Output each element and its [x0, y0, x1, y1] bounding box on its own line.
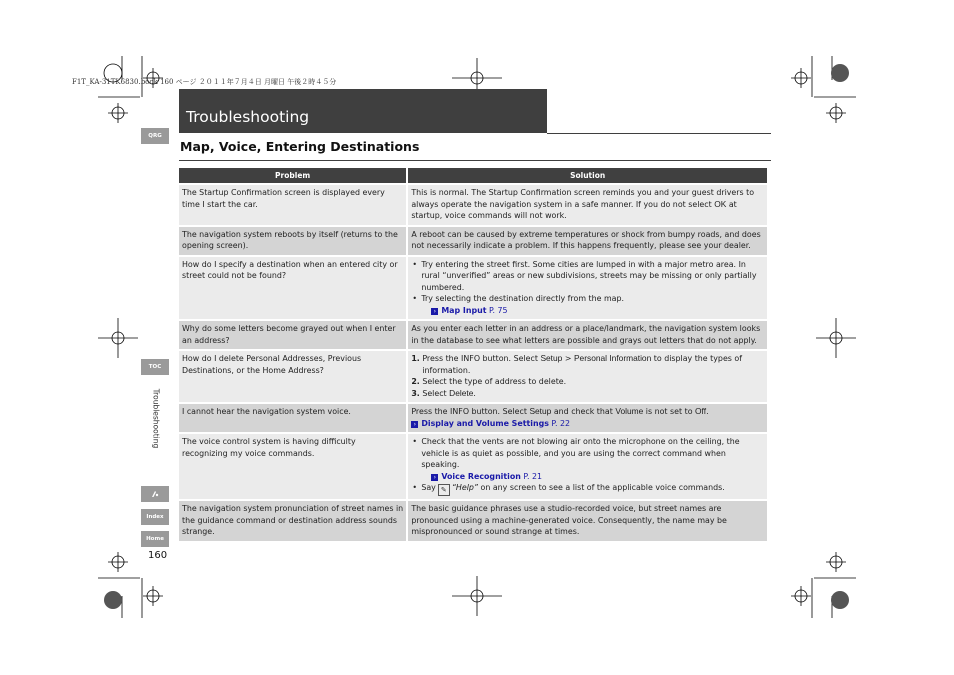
solution-text: Press the INFO button. Select: [411, 407, 530, 416]
section-side-label: [147, 386, 161, 456]
solution-text: is not set to: [643, 407, 696, 416]
section-side-label-text: Troubleshooting: [151, 388, 161, 449]
solution-text: This is normal. The Startup Confirmation screen reminds you and your guest drivers to always operate the navigation system in a safe manner. If you do not select: [411, 188, 755, 209]
link-label: Map Input: [441, 305, 487, 315]
table-row: [179, 321, 767, 351]
off-option: Off: [695, 406, 707, 416]
table-row: [179, 434, 767, 501]
page-number: 160: [148, 550, 168, 561]
link-page: P. 22: [548, 418, 571, 428]
solution-header: Solution: [408, 168, 767, 185]
solution-cell: A reboot can be caused by extreme temperatures or shock from bumpy roads, and does not necessarily indicate a problem. If this happens frequently, please see your dealer.: [408, 227, 767, 257]
problem-cell: Why do some letters become grayed out when I enter an address?: [179, 321, 406, 351]
talk-button-icon: ✎: [438, 484, 450, 496]
table-header-row: [179, 168, 767, 185]
table-row: [179, 501, 767, 543]
link-page: P. 21: [520, 471, 542, 481]
title-rule: [547, 133, 771, 134]
section-rule: [179, 160, 771, 161]
qrg-button[interactable]: QRG: [141, 128, 169, 144]
solution-step: [411, 376, 764, 388]
step-text: .: [473, 388, 476, 398]
solution-cell: [408, 351, 767, 404]
print-header: F1T_KA-31TK6830.book 160 ページ ２０１１年７月４日 月曜日 午後２時４５分: [72, 78, 337, 86]
solution-bullet: [411, 293, 764, 316]
solution-text: on any screen to see a list of the applicable voice commands.: [478, 483, 725, 492]
solution-bullet: [411, 482, 764, 496]
link-arrow-icon: ›: [431, 308, 438, 315]
problem-cell: How do I specify a destination when an entered city or street could not be found?: [179, 257, 406, 322]
link-arrow-icon: ›: [411, 421, 418, 428]
problem-cell: The navigation system reboots by itself (returns to the opening screen).: [179, 227, 406, 257]
problem-cell: How do I delete Personal Addresses, Previous Destinations, or the Home Address?: [179, 351, 406, 404]
voice-recognition-link[interactable]: [421, 471, 764, 483]
page-title: Troubleshooting: [186, 108, 310, 126]
page-title-bar: [179, 89, 547, 133]
toc-button[interactable]: TOC: [141, 359, 169, 375]
solution-text: Try selecting the destination directly from the map.: [421, 294, 625, 303]
step-text: Select: [422, 388, 450, 398]
personal-information-option: Personal Information: [573, 353, 652, 363]
step-number: 1.: [411, 354, 420, 363]
solution-step: [411, 388, 764, 400]
solution-cell: The basic guidance phrases use a studio-recorded voice, but street names are pronounced using a machine-generated voice. Consequently, the name may be mispronounced or sound strange at times.: [408, 501, 767, 543]
solution-cell: [408, 404, 767, 434]
problem-cell: I cannot hear the navigation system voice.: [179, 404, 406, 434]
delete-option: Delete: [449, 387, 474, 398]
solution-text: .: [706, 407, 709, 416]
step-number: 3.: [411, 388, 420, 398]
table-row: [179, 404, 767, 434]
link-arrow-icon: ›: [431, 474, 438, 481]
home-button[interactable]: Home: [141, 531, 169, 547]
solution-step: [411, 353, 764, 376]
table-row: [179, 257, 767, 322]
solution-text: at startup, voice commands will not work.: [411, 199, 737, 220]
step-number: 2.: [411, 377, 420, 386]
solution-cell: [408, 185, 767, 227]
link-label: Display and Volume Settings: [421, 418, 549, 428]
ok-option: OK: [714, 198, 727, 209]
setup-option: Setup: [540, 353, 563, 363]
map-input-link[interactable]: [421, 305, 764, 317]
problem-cell: The voice control system is having difficulty recognizing my voice commands.: [179, 434, 406, 501]
step-text: to display the types of information.: [422, 354, 743, 375]
link-label: Voice Recognition: [441, 471, 521, 481]
table-row: [179, 351, 767, 404]
help-command: “Help”: [451, 483, 478, 492]
step-text: >: [562, 354, 574, 363]
index-button[interactable]: Index: [141, 509, 169, 525]
section-title: Map, Voice, Entering Destinations: [180, 139, 420, 154]
link-page: P. 75: [486, 305, 508, 315]
solution-bullet: [411, 436, 764, 482]
voice-icon: [150, 489, 160, 499]
problem-cell: The Startup Confirmation screen is displayed every time I start the car.: [179, 185, 406, 227]
voice-command-button[interactable]: [141, 486, 169, 502]
step-text: Press the INFO button. Select: [422, 354, 541, 363]
table-row: [179, 227, 767, 257]
solution-text: Say: [421, 483, 436, 492]
solution-text: and check that: [551, 407, 616, 416]
table-row: [179, 185, 767, 227]
solution-cell: As you enter each letter in an address or a place/landmark, the navigation system looks in the database to see what letters are possible and grays out letters that do not apply.: [408, 321, 767, 351]
problem-cell: The navigation system pronunciation of street names in the guidance command or destination address sounds strange.: [179, 501, 406, 543]
display-volume-settings-link[interactable]: [411, 418, 764, 430]
solution-cell: [408, 434, 767, 501]
solution-cell: [408, 257, 767, 322]
problem-header: Problem: [179, 168, 406, 185]
volume-option: Volume: [615, 406, 644, 416]
step-text: Select the type of address to delete.: [422, 377, 567, 386]
solution-text: Check that the vents are not blowing air onto the microphone on the ceiling, the vehicle is as quiet as possible, and you are using the correct command when speaking.: [421, 437, 740, 469]
setup-option: Setup: [529, 406, 552, 416]
solution-bullet: • Try entering the street first. Some cities are lumped in with a major metro area. In rural “unverified” areas or new subdivisions, streets may be missing or only partially numbered.: [411, 259, 764, 294]
troubleshooting-table: [177, 168, 769, 543]
